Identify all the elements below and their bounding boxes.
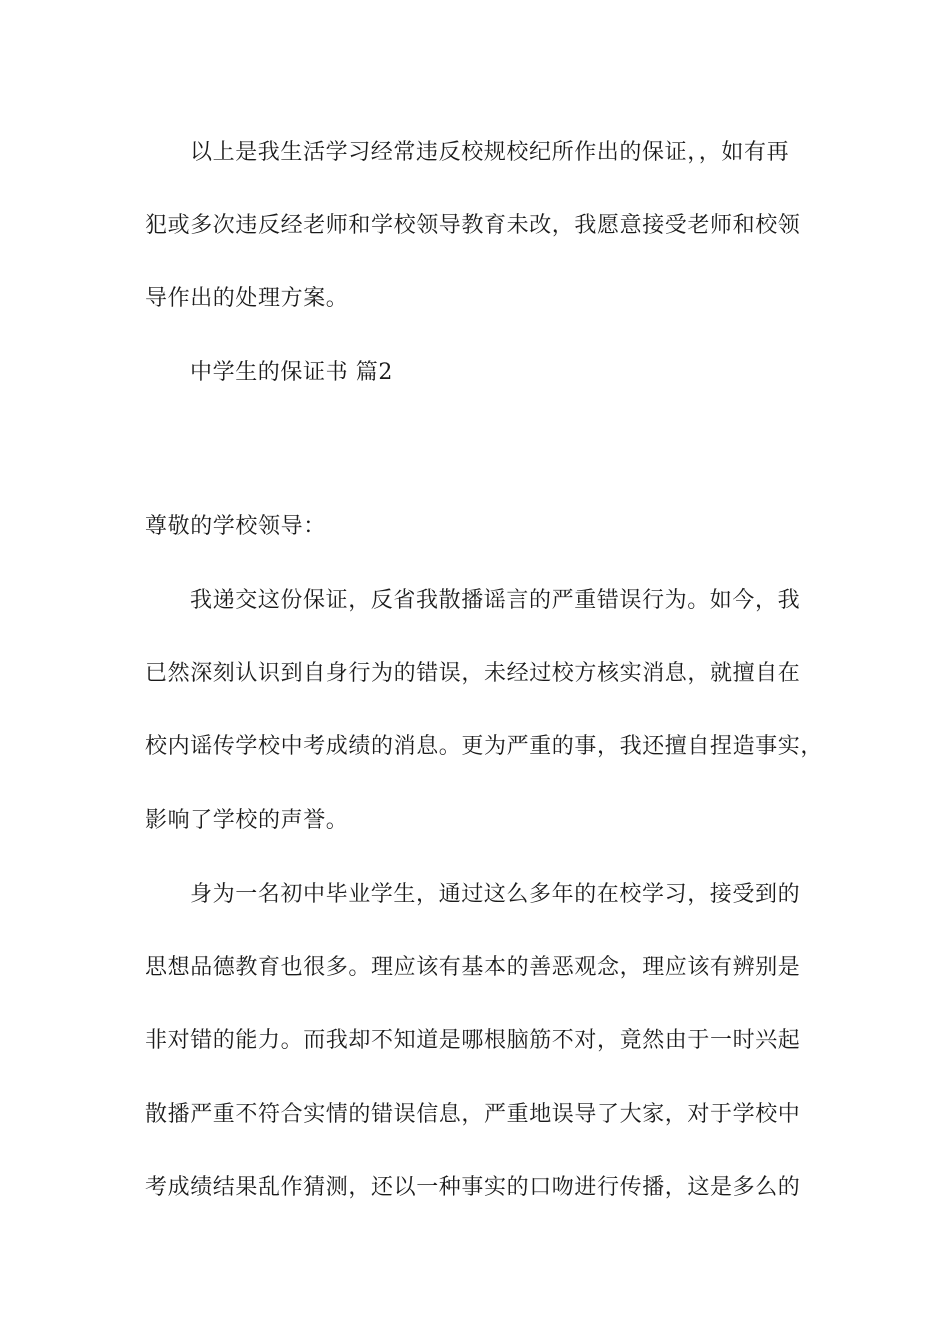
paragraph-1-line-2: 犯或多次违反经老师和学校领导教育未改，我愿意接受老师和校领 — [145, 213, 801, 238]
paragraph-3-line-3: 非对错的能力。而我却不知道是哪根脑筋不对，竟然由于一时兴起 — [145, 1028, 801, 1053]
paragraph-3-line-4: 散播严重不符合实情的错误信息，严重地误导了大家，对于学校中 — [145, 1102, 801, 1127]
paragraph-3-line-5: 考成绩结果乱作猜测，还以一种事实的口吻进行传播，这是多么的 — [145, 1175, 801, 1200]
paragraph-2-line-4: 影响了学校的声誉。 — [145, 808, 349, 833]
paragraph-2-line-3: 校内谣传学校中考成绩的消息。更为严重的事，我还擅自捏造事实， — [145, 734, 824, 759]
paragraph-2-line-2: 已然深刻认识到自身行为的错误，未经过校方核实消息，就擅自在 — [145, 661, 801, 686]
paragraph-2-line-1: 我递交这份保证，反省我散播谣言的严重错误行为。如今，我 — [190, 588, 801, 613]
paragraph-1-line-3: 导作出的处理方案。 — [145, 286, 349, 311]
paragraph-3-line-2: 思想品德教育也很多。理应该有基本的善恶观念，理应该有辨别是 — [145, 955, 801, 980]
salutation: 尊敬的学校领导： — [145, 514, 326, 539]
paragraph-1-line-1: 以上是我生活学习经常违反校规校纪所作出的保证，，如有再 — [190, 140, 790, 165]
section-heading: 中学生的保证书 篇2 — [190, 360, 393, 385]
paragraph-3-line-1: 身为一名初中毕业学生，通过这么多年的在校学习，接受到的 — [190, 882, 801, 907]
